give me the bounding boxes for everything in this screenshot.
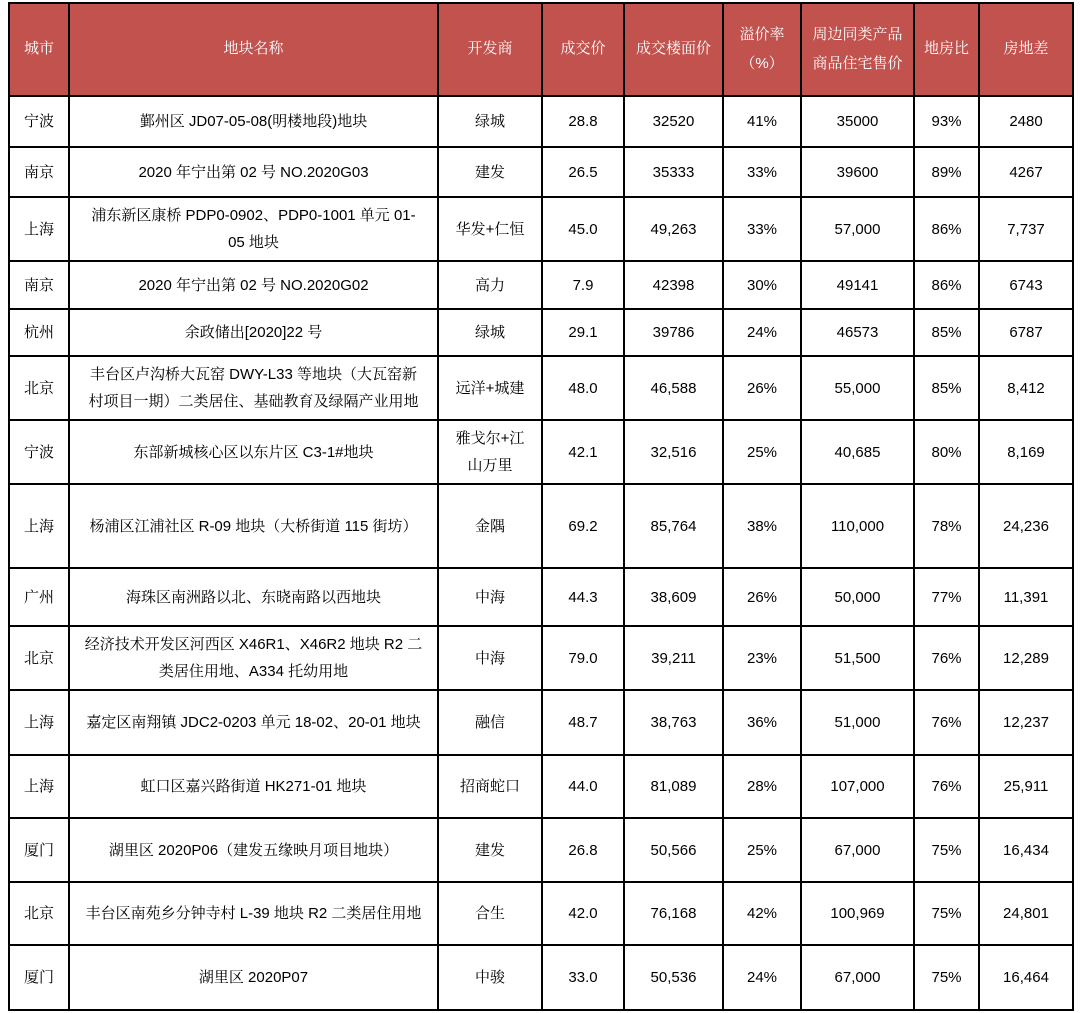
cell-transaction-price: 42.0 — [542, 882, 624, 945]
cell-floor-price: 39786 — [624, 309, 723, 356]
cell-premium-rate: 25% — [723, 818, 801, 882]
cell-transaction-price: 42.1 — [542, 420, 624, 484]
cell-house-land-gap: 16,464 — [979, 945, 1073, 1010]
cell-city: 上海 — [9, 197, 69, 261]
cell-developer: 远洋+城建 — [438, 356, 542, 420]
table-row — [9, 945, 1073, 1010]
cell-land-house-ratio: 76% — [914, 690, 979, 755]
cell-premium-rate: 26% — [723, 356, 801, 420]
cell-parcel-name: 2020 年宁出第 02 号 NO.2020G02 — [69, 261, 438, 309]
cell-parcel-name: 丰台区南苑乡分钟寺村 L-39 地块 R2 二类居住用地 — [69, 882, 438, 945]
cell-land-house-ratio: 75% — [914, 945, 979, 1010]
cell-developer: 绿城 — [438, 96, 542, 147]
table-row — [9, 626, 1073, 690]
cell-transaction-price: 28.8 — [542, 96, 624, 147]
cell-nearby-housing-price: 39600 — [801, 147, 914, 197]
cell-nearby-housing-price: 40,685 — [801, 420, 914, 484]
cell-nearby-housing-price: 51,000 — [801, 690, 914, 755]
cell-land-house-ratio: 85% — [914, 356, 979, 420]
cell-parcel-name: 浦东新区康桥 PDP0-0902、PDP0-1001 单元 01-05 地块 — [69, 197, 438, 261]
cell-transaction-price: 48.0 — [542, 356, 624, 420]
cell-city: 上海 — [9, 690, 69, 755]
cell-city: 南京 — [9, 261, 69, 309]
cell-city: 杭州 — [9, 309, 69, 356]
cell-developer: 绿城 — [438, 309, 542, 356]
cell-developer: 建发 — [438, 147, 542, 197]
cell-land-house-ratio: 89% — [914, 147, 979, 197]
cell-nearby-housing-price: 57,000 — [801, 197, 914, 261]
land-parcel-table — [8, 2, 1074, 1011]
cell-floor-price: 49,263 — [624, 197, 723, 261]
cell-floor-price: 81,089 — [624, 755, 723, 818]
cell-floor-price: 38,609 — [624, 568, 723, 626]
cell-nearby-housing-price: 107,000 — [801, 755, 914, 818]
cell-land-house-ratio: 75% — [914, 882, 979, 945]
table-row — [9, 147, 1073, 197]
cell-house-land-gap: 16,434 — [979, 818, 1073, 882]
cell-house-land-gap: 8,412 — [979, 356, 1073, 420]
cell-floor-price: 32520 — [624, 96, 723, 147]
cell-floor-price: 76,168 — [624, 882, 723, 945]
header-parcel-name: 地块名称 — [69, 3, 438, 96]
cell-premium-rate: 36% — [723, 690, 801, 755]
cell-nearby-housing-price: 67,000 — [801, 945, 914, 1010]
cell-transaction-price: 7.9 — [542, 261, 624, 309]
table-row — [9, 96, 1073, 147]
cell-premium-rate: 24% — [723, 945, 801, 1010]
cell-transaction-price: 69.2 — [542, 484, 624, 568]
cell-house-land-gap: 2480 — [979, 96, 1073, 147]
table-header — [9, 3, 1073, 96]
cell-nearby-housing-price: 50,000 — [801, 568, 914, 626]
cell-transaction-price: 79.0 — [542, 626, 624, 690]
cell-floor-price: 39,211 — [624, 626, 723, 690]
cell-transaction-price: 29.1 — [542, 309, 624, 356]
cell-developer: 建发 — [438, 818, 542, 882]
table-row — [9, 484, 1073, 568]
header-land-house-ratio: 地房比 — [914, 3, 979, 96]
cell-city: 厦门 — [9, 945, 69, 1010]
cell-nearby-housing-price: 110,000 — [801, 484, 914, 568]
cell-floor-price: 42398 — [624, 261, 723, 309]
cell-land-house-ratio: 85% — [914, 309, 979, 356]
header-floor-price: 成交楼面价 — [624, 3, 723, 96]
cell-transaction-price: 33.0 — [542, 945, 624, 1010]
cell-parcel-name: 湖里区 2020P07 — [69, 945, 438, 1010]
cell-transaction-price: 48.7 — [542, 690, 624, 755]
cell-parcel-name: 余政储出[2020]22 号 — [69, 309, 438, 356]
cell-land-house-ratio: 80% — [914, 420, 979, 484]
cell-developer: 融信 — [438, 690, 542, 755]
cell-premium-rate: 30% — [723, 261, 801, 309]
header-row — [9, 3, 1073, 96]
header-transaction-price: 成交价 — [542, 3, 624, 96]
cell-premium-rate: 24% — [723, 309, 801, 356]
table-body — [9, 96, 1073, 1010]
cell-house-land-gap: 12,289 — [979, 626, 1073, 690]
cell-land-house-ratio: 93% — [914, 96, 979, 147]
cell-nearby-housing-price: 55,000 — [801, 356, 914, 420]
cell-developer: 中海 — [438, 626, 542, 690]
cell-parcel-name: 湖里区 2020P06（建发五缘映月项目地块） — [69, 818, 438, 882]
cell-house-land-gap: 24,801 — [979, 882, 1073, 945]
cell-floor-price: 32,516 — [624, 420, 723, 484]
cell-premium-rate: 42% — [723, 882, 801, 945]
cell-house-land-gap: 11,391 — [979, 568, 1073, 626]
cell-parcel-name: 杨浦区江浦社区 R-09 地块（大桥街道 115 街坊） — [69, 484, 438, 568]
cell-parcel-name: 鄞州区 JD07-05-08(明楼地段)地块 — [69, 96, 438, 147]
cell-house-land-gap: 6787 — [979, 309, 1073, 356]
cell-developer: 华发+仁恒 — [438, 197, 542, 261]
cell-city: 上海 — [9, 484, 69, 568]
cell-land-house-ratio: 86% — [914, 197, 979, 261]
table-row — [9, 261, 1073, 309]
cell-land-house-ratio: 75% — [914, 818, 979, 882]
header-developer: 开发商 — [438, 3, 542, 96]
cell-developer: 金隅 — [438, 484, 542, 568]
table-row — [9, 568, 1073, 626]
cell-nearby-housing-price: 46573 — [801, 309, 914, 356]
cell-parcel-name: 经济技术开发区河西区 X46R1、X46R2 地块 R2 二类居住用地、A334 托幼用地 — [69, 626, 438, 690]
cell-developer: 招商蛇口 — [438, 755, 542, 818]
cell-parcel-name: 嘉定区南翔镇 JDC2-0203 单元 18-02、20-01 地块 — [69, 690, 438, 755]
cell-city: 上海 — [9, 755, 69, 818]
cell-premium-rate: 33% — [723, 147, 801, 197]
table-row — [9, 356, 1073, 420]
table-row — [9, 420, 1073, 484]
cell-house-land-gap: 7,737 — [979, 197, 1073, 261]
table-row — [9, 882, 1073, 945]
cell-premium-rate: 33% — [723, 197, 801, 261]
cell-land-house-ratio: 78% — [914, 484, 979, 568]
cell-floor-price: 85,764 — [624, 484, 723, 568]
cell-city: 北京 — [9, 882, 69, 945]
cell-city: 宁波 — [9, 420, 69, 484]
cell-city: 南京 — [9, 147, 69, 197]
cell-developer: 雅戈尔+江山万里 — [438, 420, 542, 484]
table-row — [9, 197, 1073, 261]
cell-parcel-name: 海珠区南洲路以北、东晓南路以西地块 — [69, 568, 438, 626]
cell-floor-price: 50,536 — [624, 945, 723, 1010]
cell-nearby-housing-price: 35000 — [801, 96, 914, 147]
cell-floor-price: 50,566 — [624, 818, 723, 882]
cell-premium-rate: 38% — [723, 484, 801, 568]
cell-land-house-ratio: 77% — [914, 568, 979, 626]
table-row — [9, 755, 1073, 818]
cell-parcel-name: 丰台区卢沟桥大瓦窑 DWY-L33 等地块（大瓦窑新村项目一期）二类居住、基础教育及绿隔产业用地 — [69, 356, 438, 420]
cell-city: 北京 — [9, 626, 69, 690]
cell-city: 厦门 — [9, 818, 69, 882]
cell-parcel-name: 虹口区嘉兴路街道 HK271-01 地块 — [69, 755, 438, 818]
cell-parcel-name: 东部新城核心区以东片区 C3-1#地块 — [69, 420, 438, 484]
table-row — [9, 690, 1073, 755]
cell-city: 北京 — [9, 356, 69, 420]
cell-developer: 合生 — [438, 882, 542, 945]
cell-nearby-housing-price: 51,500 — [801, 626, 914, 690]
cell-house-land-gap: 8,169 — [979, 420, 1073, 484]
cell-transaction-price: 26.5 — [542, 147, 624, 197]
header-nearby-housing-price: 周边同类产品商品住宅售价 — [801, 3, 914, 96]
cell-land-house-ratio: 76% — [914, 755, 979, 818]
cell-transaction-price: 45.0 — [542, 197, 624, 261]
cell-house-land-gap: 25,911 — [979, 755, 1073, 818]
cell-nearby-housing-price: 49141 — [801, 261, 914, 309]
cell-premium-rate: 23% — [723, 626, 801, 690]
cell-premium-rate: 41% — [723, 96, 801, 147]
cell-house-land-gap: 6743 — [979, 261, 1073, 309]
cell-floor-price: 35333 — [624, 147, 723, 197]
cell-floor-price: 38,763 — [624, 690, 723, 755]
table-row — [9, 309, 1073, 356]
cell-transaction-price: 26.8 — [542, 818, 624, 882]
cell-city: 广州 — [9, 568, 69, 626]
cell-transaction-price: 44.3 — [542, 568, 624, 626]
cell-developer: 中骏 — [438, 945, 542, 1010]
cell-premium-rate: 28% — [723, 755, 801, 818]
header-premium-rate: 溢价率（%） — [723, 3, 801, 96]
header-house-land-gap: 房地差 — [979, 3, 1073, 96]
cell-land-house-ratio: 76% — [914, 626, 979, 690]
cell-house-land-gap: 24,236 — [979, 484, 1073, 568]
cell-premium-rate: 25% — [723, 420, 801, 484]
cell-land-house-ratio: 86% — [914, 261, 979, 309]
cell-floor-price: 46,588 — [624, 356, 723, 420]
cell-transaction-price: 44.0 — [542, 755, 624, 818]
cell-house-land-gap: 12,237 — [979, 690, 1073, 755]
table-row — [9, 818, 1073, 882]
cell-nearby-housing-price: 67,000 — [801, 818, 914, 882]
cell-nearby-housing-price: 100,969 — [801, 882, 914, 945]
cell-premium-rate: 26% — [723, 568, 801, 626]
header-city: 城市 — [9, 3, 69, 96]
cell-house-land-gap: 4267 — [979, 147, 1073, 197]
cell-developer: 中海 — [438, 568, 542, 626]
cell-developer: 高力 — [438, 261, 542, 309]
cell-parcel-name: 2020 年宁出第 02 号 NO.2020G03 — [69, 147, 438, 197]
cell-city: 宁波 — [9, 96, 69, 147]
